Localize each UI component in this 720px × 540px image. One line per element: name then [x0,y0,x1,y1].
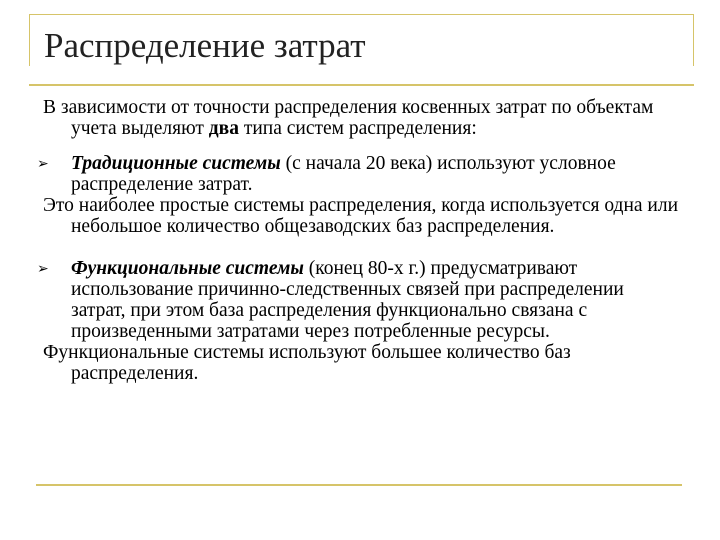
bullet-text: (конец 80-х г.) предусматривают использование причинно-следственных связей при распределении затрат, при этом база распределения функционально связана с произведенными затратами через потребленные ресурсы. [71,258,624,342]
title-frame-top-line [29,14,694,15]
intro-text-end: типа систем распределения: [238,118,477,139]
spacer [43,237,683,258]
arrow-bullet-icon: ➢ [37,156,49,172]
title-frame-right-line [693,14,694,66]
intro-text-start: В зависимости от точности распределения косвенных затрат по объектам учета выделяют [43,97,654,139]
spacer [43,139,683,153]
title-divider [29,84,694,86]
arrow-bullet-icon: ➢ [37,261,49,277]
intro-paragraph [43,97,683,139]
bullet-term: Традиционные системы [71,153,281,174]
note-functional-systems: Функциональные системы используют большее количество баз распределения. [43,342,571,384]
note-traditional-systems: Это наиболее простые системы распределения, когда используется одна или небольшое количество общезаводских баз распределения. [43,195,679,237]
bullet-text: (с начала 20 века) используют условное распределение затрат. [71,153,616,195]
footer-divider [36,484,682,486]
slide-body [37,97,683,384]
slide-title: Распределение затрат [44,26,366,65]
title-frame-left-line [29,14,30,66]
intro-bold-word: два [208,118,239,139]
bullet-traditional-systems [37,153,683,195]
bullet-functional-systems [37,258,683,342]
bullet-term: Функциональные системы [71,258,304,279]
